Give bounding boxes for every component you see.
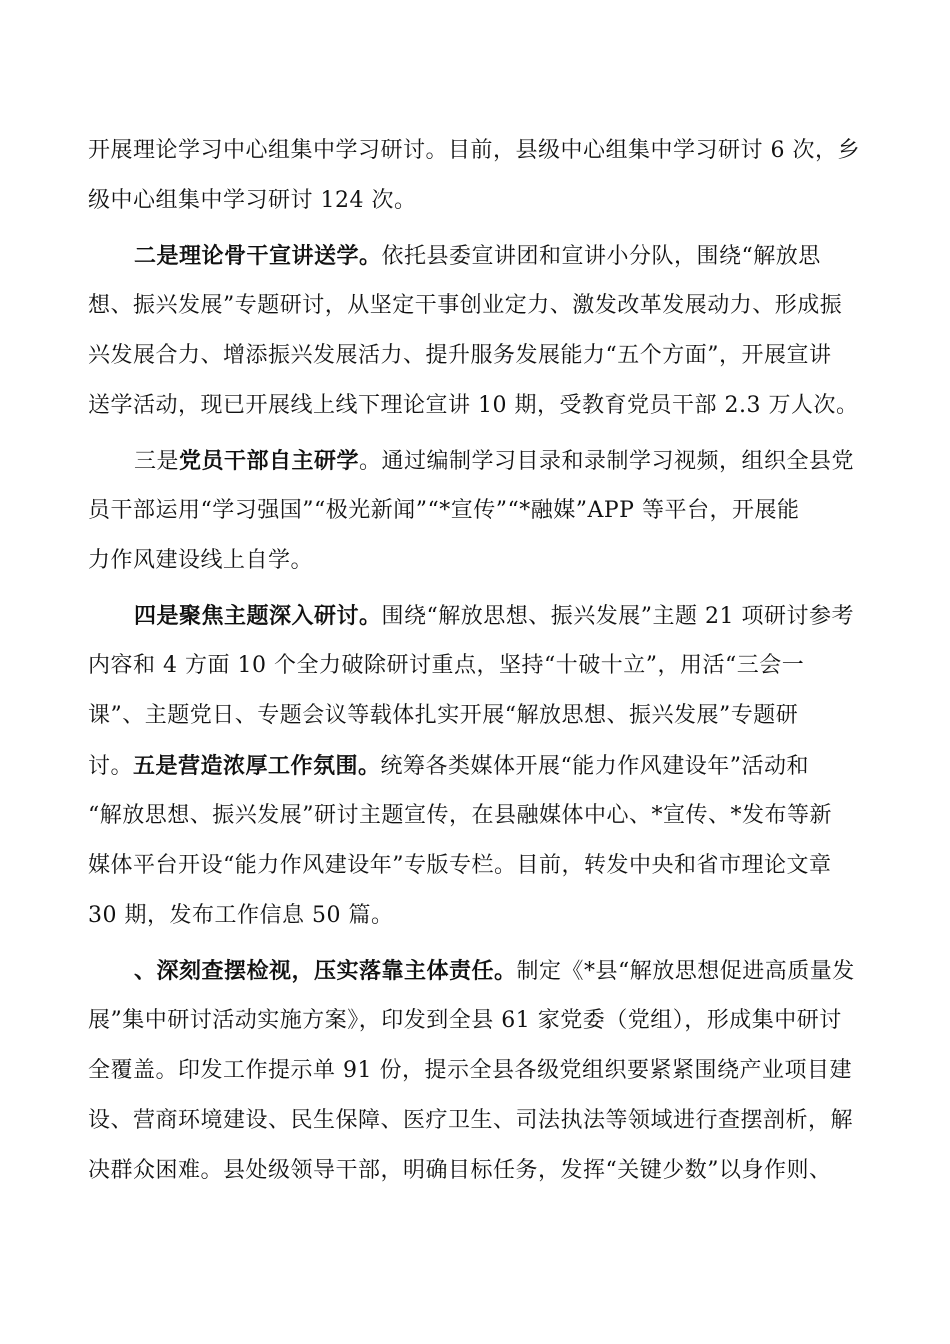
text-run: 送学活动，现已开展线上线下理论宣讲 10 期，受教育党员干部 2.3 万人次。 [88,393,859,418]
text-line [88,342,868,370]
text-line [88,1007,868,1035]
paragraph-first-line [134,242,914,271]
text-line [88,292,868,320]
text-run: 制定《*县“解放思想促进高质量发 [516,959,855,984]
bold-heading: 、深刻查摆检视，压实落靠主体责任。 [134,958,517,984]
text-run: 开展理论学习中心组集中学习研讨。目前，县级中心组集中学习研讨 6 次，乡 [88,138,860,163]
text-run: 兴发展合力、增添振兴发展活力、提升服务发展能力“五个方面”，开展宣讲 [88,343,832,368]
text-run: 决群众困难。县处级领导干部，明确目标任务，发挥“关键少数”以身作则、 [88,1158,832,1183]
section-heading-line [134,957,914,986]
text-line [88,392,868,420]
text-run: 想、振兴发展”专题研讨，从坚定干事创业定力、激发改革发展动力、形成振 [88,293,843,318]
text-line [88,1107,868,1135]
text-line [88,852,868,880]
text-line [88,1057,868,1085]
text-run: 级中心组集中学习研讨 124 次。 [88,188,417,213]
text-run: 全覆盖。印发工作提示单 91 份，提示全县各级党组织要紧紧围绕产业项目建 [88,1058,852,1083]
text-run: 设、营商环境建设、民生保障、医疗卫生、司法执法等领域进行查摆剖析，解 [88,1108,854,1133]
text-run: 展”集中研讨活动实施方案》，印发到全县 61 家党委（党组），形成集中研讨 [88,1008,842,1033]
text-run: 媒体平台开设“能力作风建设年”专版专栏。目前，转发中央和省市理论文章 [88,853,832,878]
text-run: 内容和 4 方面 10 个全力破除研讨重点，坚持“十破十立”，用活“三会一 [88,653,805,678]
paragraph-first-line [134,447,914,476]
text-run: 30 期，发布工作信息 50 篇。 [88,903,394,928]
text-run: 依托县委宣讲团和宣讲小分队，围绕“解放思 [381,244,821,269]
bold-heading: 四是聚焦主题深入研讨。 [134,603,382,629]
text-line [88,187,868,215]
text-run: 员干部运用“学习强国”“极光新闻”“*宣传”“*融媒”APP 等平台，开展能 [88,498,800,523]
text-line [88,702,868,730]
text-run: 统筹各类媒体开展“能力作风建设年”活动和 [380,754,810,779]
bold-heading: 党员干部自主研学 [179,448,360,474]
bold-heading: 二是理论骨干宣讲送学。 [134,243,382,269]
text-run: 三是 [134,449,180,474]
bold-heading: 五是营造浓厚工作氛围。 [133,753,381,779]
text-run: “解放思想、振兴发展”研讨主题宣传，在县融媒体中心、*宣传、*发布等新 [88,803,832,828]
text-line [88,902,868,930]
text-line [88,137,868,165]
text-run: 课”、主题党日、专题会议等载体扎实开展“解放思想、振兴发展”专题研 [88,703,799,728]
text-line [88,547,868,575]
text-line [88,652,868,680]
text-run: 围绕“解放思想、振兴发展”主题 21 项研讨参考 [381,604,854,629]
text-line [88,497,868,525]
text-run: 讨。 [88,754,134,779]
text-run: 。通过编制学习目录和录制学习视频，组织全县党 [359,449,855,474]
paragraph-first-line [134,602,914,631]
text-line [88,752,868,781]
text-run: 力作风建设线上自学。 [88,548,314,573]
text-line [88,802,868,830]
text-line [88,1157,868,1185]
